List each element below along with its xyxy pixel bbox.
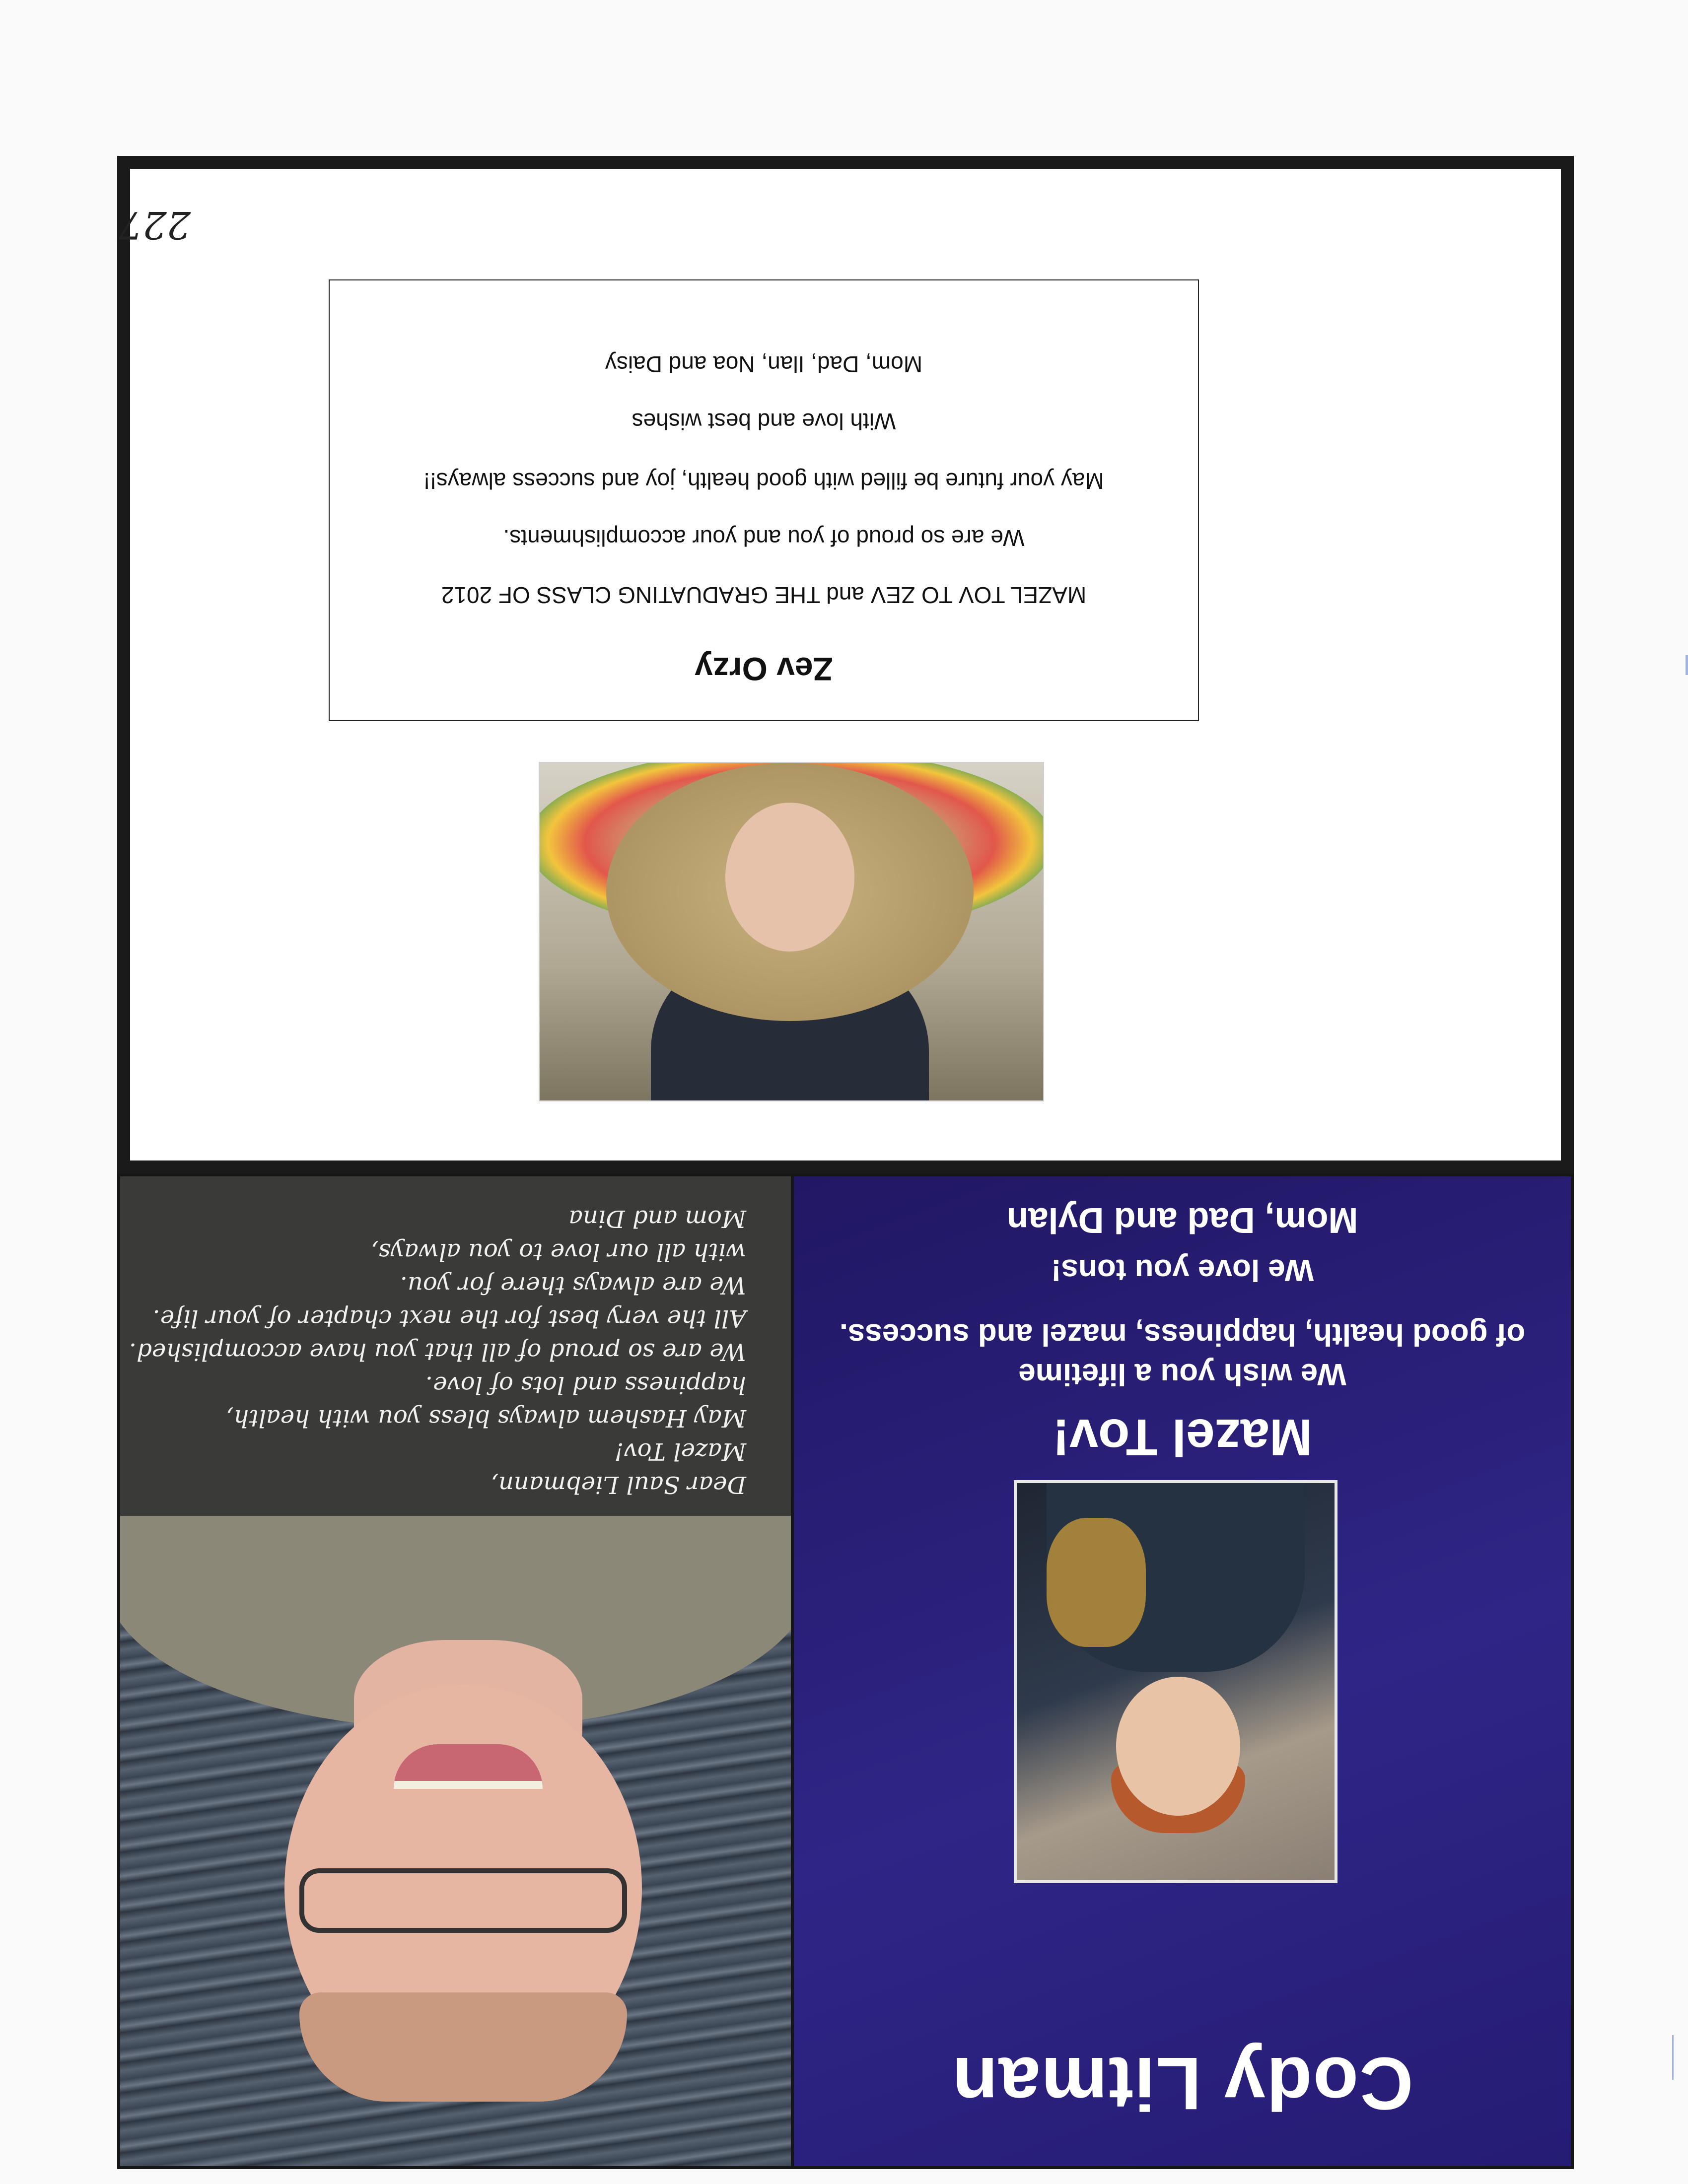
saul-message-line: with all our love to you always, xyxy=(371,1238,746,1266)
zev-signature: Mom, Dad, Ilan, Noa and Daisy xyxy=(605,351,923,377)
zev-message-line: With love and best wishes xyxy=(632,409,896,434)
zev-message-line: MAZEL TOV TO ZEV and THE GRADUATING CLASS OF 2012 xyxy=(441,582,1087,608)
ad-row-top xyxy=(117,1173,1574,2169)
cody-love-line: We love you tons! xyxy=(1051,1253,1314,1287)
zev-orzy-ad xyxy=(117,156,1574,1173)
cody-signature: Mom, Dad and Dylan xyxy=(1006,1200,1358,1240)
saul-message-line: We are so proud of all that you have accomplished. xyxy=(129,1338,746,1365)
cody-mazel-tov: Mazel Tov! xyxy=(1052,1408,1313,1466)
saul-message-signature: Mom and Dina xyxy=(568,1205,746,1232)
saul-photo xyxy=(120,1516,791,2166)
zev-name-heading: Zev Orzy xyxy=(695,651,833,687)
saul-message-line: We are always there for you. xyxy=(400,1271,746,1299)
zev-message-line: We are so proud of you and your accomplishments. xyxy=(503,525,1025,551)
saul-message-line: All the very best for the next chapter of your life. xyxy=(152,1304,746,1332)
saul-liebmann-ad xyxy=(117,1173,791,2169)
photo-hair xyxy=(299,1992,627,2102)
photo-glasses xyxy=(299,1868,627,1933)
photo-hand xyxy=(1047,1518,1146,1647)
saul-message xyxy=(131,1202,746,1501)
cody-wish-line-2: of good health, happiness, mazel and success. xyxy=(839,1317,1526,1352)
cody-photo xyxy=(1014,1480,1337,1883)
saul-message-line: May Hashem always bless you with health, xyxy=(226,1404,746,1432)
page-number: 227 xyxy=(118,203,191,247)
cody-wish-line-1: We wish you a lifetime xyxy=(1018,1357,1346,1391)
saul-message-line: Dear Saul Liebmann, xyxy=(491,1471,746,1499)
zev-message-box xyxy=(329,279,1199,721)
cody-litman-ad xyxy=(791,1173,1574,2169)
zev-photo xyxy=(539,762,1044,1101)
photo-face xyxy=(725,803,854,952)
photo-face xyxy=(1116,1677,1240,1816)
zev-message-line: May your future be filled with good health, joy and success always!! xyxy=(423,468,1104,494)
saul-message-line: Mazel Tov! xyxy=(614,1437,746,1465)
saul-message-line: happiness and lots of love. xyxy=(425,1371,746,1399)
cody-name-heading: Cody Litman xyxy=(951,2042,1413,2125)
photo-smile xyxy=(394,1744,543,1789)
